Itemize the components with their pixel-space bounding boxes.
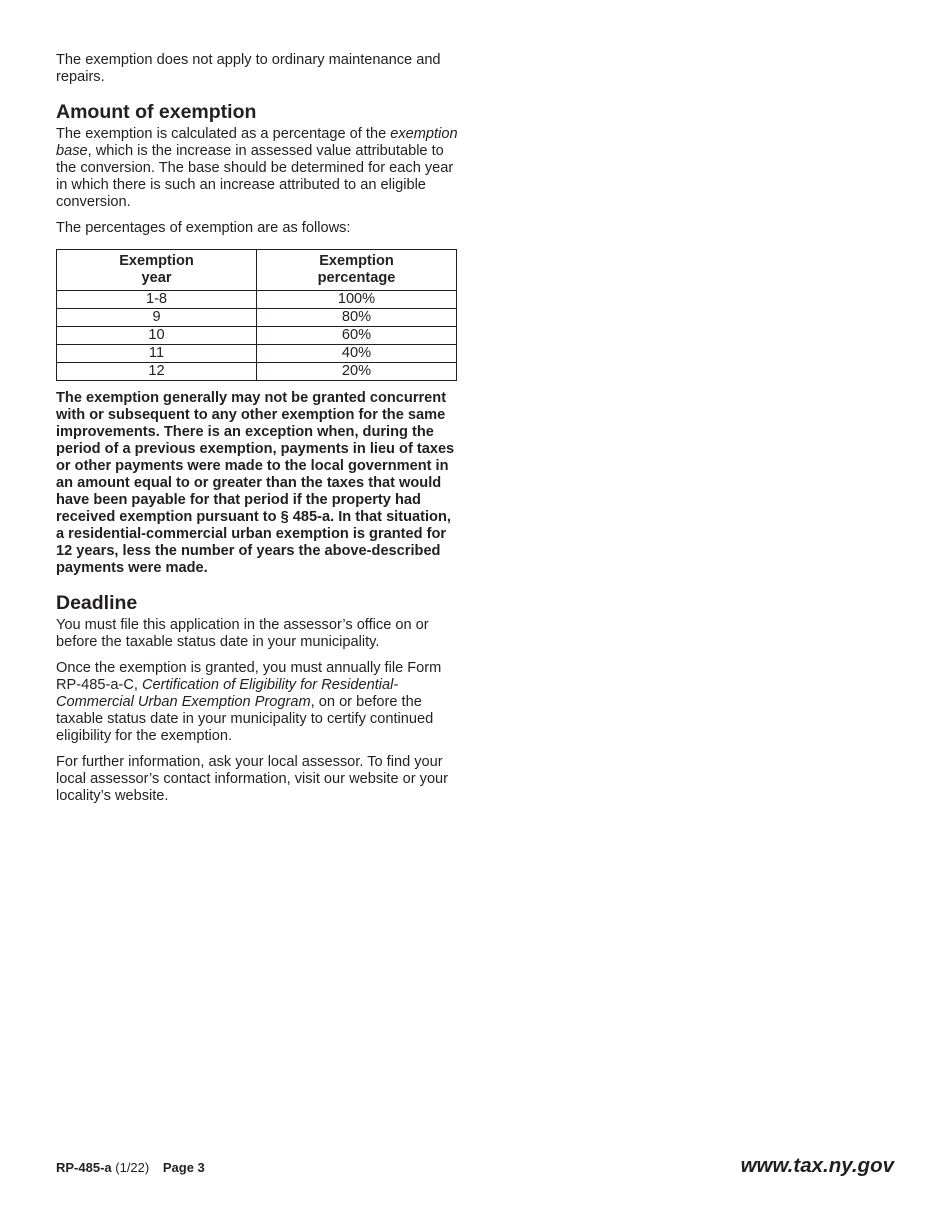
calc-text-start: The exemption is calculated as a percentage of the [56,126,391,142]
filing-deadline-paragraph: You must file this application in the assessor’s office on or before the taxable status date in your municipality. [56,617,429,650]
page-footer-info [56,1160,205,1176]
table-row [57,291,457,309]
year-cell: 9 [57,309,257,327]
calculation-paragraph [56,126,458,211]
further-information-paragraph: For further information, ask your local assessor. To find your local assessor’s contact information, visit our website or your locality’s website. [56,754,449,804]
form-revision: (1/22) [115,1160,150,1175]
deadline-heading: Deadline [56,592,138,614]
table-row [57,363,457,381]
table-row [57,327,457,345]
header-exemption-percentage [257,250,457,291]
year-cell: 10 [57,327,257,345]
main-column [56,52,458,805]
year-cell: 1-8 [57,291,257,309]
exemption-base-term: exemption base [56,126,458,159]
website-link[interactable]: www.tax.ny.gov [740,1154,894,1177]
year-cell: 11 [57,345,257,363]
header-pct-line1: Exemption [319,253,394,269]
percentage-cell: 20% [257,363,457,381]
concurrent-exemption-notice: The exemption generally may not be granted concurrent with or subsequent to any other exemption for the same improvements. There is an exception when, during the period of a previous exemption, payments in lieu of taxes or other payments were made to the local government in an amount equal to or greater than the taxes that would have been payable for that period if the property had received exemption pursuant to § 485-a. In that situation, a residential-commercial urban exemption is granted for 12 years, less the number of years the above-described payments were made. [56,390,455,576]
exemption-percentage-table [56,249,457,381]
percentage-cell: 80% [257,309,457,327]
annual-text-end: , on or before the taxable status date in your municipality to certify continued eligibility for the exemption. [56,694,434,744]
calc-text-end: , which is the increase in assessed value attributable to the conversion. The base should be determined for each year in which there is such an increase attributed to an eligible conversion. [56,143,454,210]
year-cell: 12 [57,363,257,381]
percentage-cell: 60% [257,327,457,345]
amount-of-exemption-heading: Amount of exemption [56,101,257,123]
intro-paragraph: The exemption does not apply to ordinary maintenance and repairs. [56,52,441,85]
header-pct-line2: percentage [317,270,396,286]
percentage-cell: 40% [257,345,457,363]
certification-form-title: Certification of Eligibility for Residential-Commercial Urban Exemption Program [56,677,399,710]
percentage-cell: 100% [257,291,457,309]
header-exemption-year [57,250,257,291]
percentages-intro: The percentages of exemption are as follows: [56,220,351,236]
header-year-line2: year [141,270,172,286]
page-number: Page 3 [162,1160,205,1175]
form-id: RP-485-a [56,1160,112,1175]
header-year-line1: Exemption [119,253,194,269]
annual-text-start: Once the exemption is granted, you must annually file Form RP-485-a-C, [56,660,442,693]
table-row [57,345,457,363]
annual-certification-paragraph [56,660,458,745]
table-header-row [57,250,457,291]
table-row [57,309,457,327]
